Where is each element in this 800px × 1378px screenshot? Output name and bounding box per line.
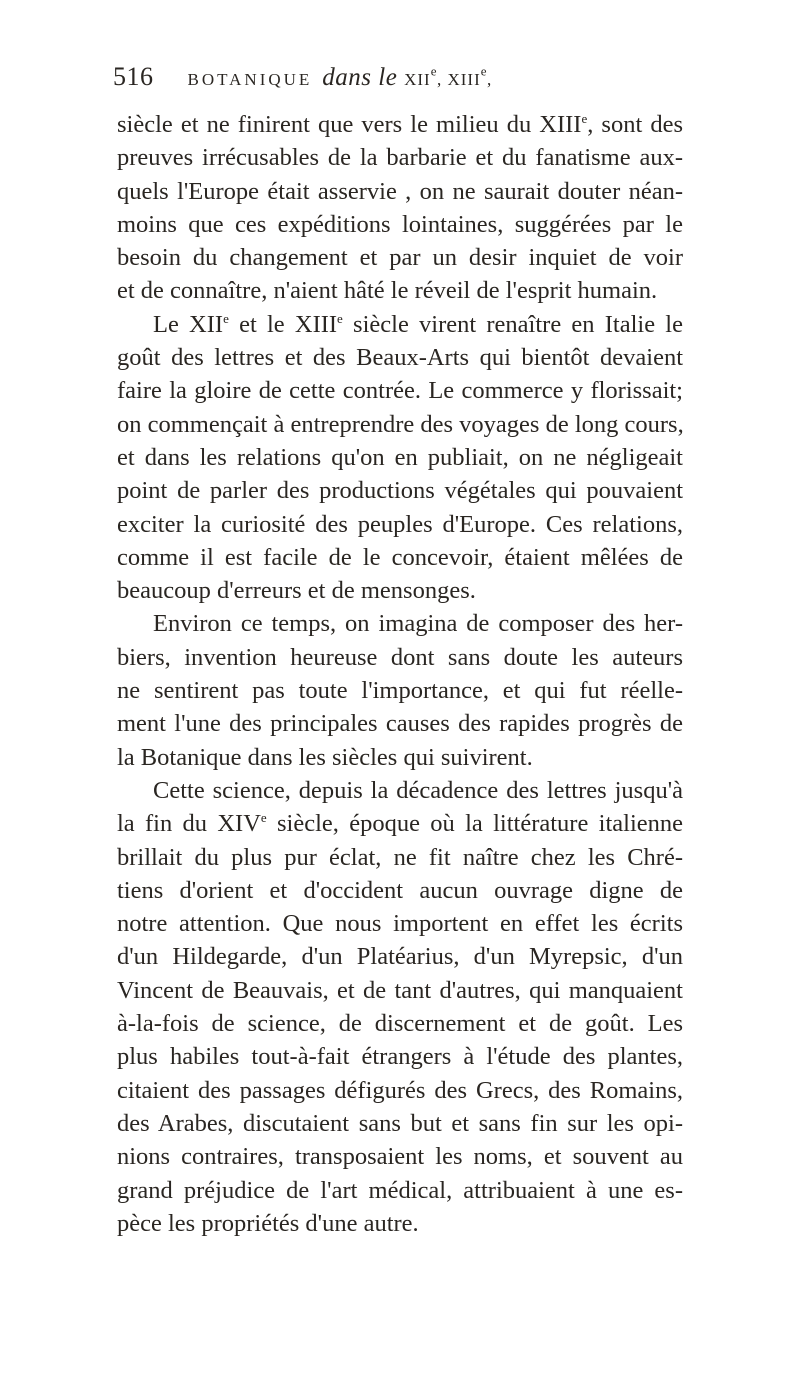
text-line-18: ne sentirent pas toute l'importance, et qui fut réelle- <box>117 677 683 705</box>
text-line-24: tiens d'orient et d'occident aucun ouvrage digne de <box>117 876 683 904</box>
running-head-trail: , <box>487 70 493 89</box>
text-line-16: Environ ce temps, on imagina de composer des her- <box>153 610 683 638</box>
text-line-1: siècle et ne finirent que vers le milieu du XIIIe, sont des <box>117 110 683 138</box>
text-line-29: plus habiles tout-à-fait étrangers à l'étude des plantes, <box>117 1043 683 1071</box>
running-head-section: BOTANIQUE <box>187 70 313 89</box>
body-text <box>117 108 683 1240</box>
running-head-century-2: XIII <box>447 70 481 89</box>
text-line-4: moins que ces expéditions lointaines, suggérées par le <box>117 210 683 238</box>
running-head-separator: , <box>436 70 448 89</box>
text-line-9: faire la gloire de cette contrée. Le commerce y florissait; <box>117 377 683 405</box>
text-line-30: citaient des passages défigurés des Grecs, des Romains, <box>117 1076 683 1104</box>
text-line-7: Le XIIe et le XIIIe siècle virent renaître en Italie le <box>153 310 683 338</box>
text-line-33: grand préjudice de l'art médical, attribuaient à une es- <box>117 1176 683 1204</box>
text-line-31: des Arabes, discutaient sans but et sans fin sur les opi- <box>117 1109 683 1137</box>
text-line-21: Cette science, depuis la décadence des lettres jusqu'à <box>153 776 683 804</box>
text-line-3: quels l'Europe était asservie , on ne saurait douter néan- <box>117 177 683 205</box>
text-line-20: la Botanique dans les siècles qui suivirent. <box>117 743 533 771</box>
text-line-26: d'un Hildegarde, d'un Platéarius, d'un Myrepsic, d'un <box>117 943 683 971</box>
text-line-14: comme il est facile de le concevoir, étaient mêlées de <box>117 543 683 571</box>
text-line-22: la fin du XIVe siècle, époque où la littérature italienne <box>117 810 683 838</box>
text-line-5: besoin du changement et par un desir inquiet de voir <box>117 244 683 272</box>
text-line-28: à-la-fois de science, de discernement et de goût. Les <box>117 1010 683 1038</box>
running-head-century-1: XII <box>404 70 431 89</box>
text-line-12: point de parler des productions végétales qui pouvaient <box>117 477 683 505</box>
running-head <box>113 62 683 102</box>
text-line-34: pèce les propriétés d'une autre. <box>117 1209 419 1237</box>
text-line-13: exciter la curiosité des peuples d'Europe. Ces relations, <box>117 510 683 538</box>
text-line-8: goût des lettres et des Beaux-Arts qui bientôt devaient <box>117 344 683 372</box>
running-head-italic: dans le <box>322 64 398 91</box>
text-line-6: et de connaître, n'aient hâté le réveil de l'esprit humain. <box>117 277 658 305</box>
running-head-sup-2: e <box>480 63 488 79</box>
text-line-23: brillait du plus pur éclat, ne fit naître chez les Chré- <box>117 843 683 871</box>
text-line-10: on commençait à entreprendre des voyages de long cours, <box>117 410 684 438</box>
text-line-2: preuves irrécusables de la barbarie et du fanatisme aux- <box>117 144 683 172</box>
text-line-32: nions contraires, transposaient les noms, et souvent au <box>117 1143 683 1171</box>
text-line-15: beaucoup d'erreurs et de mensonges. <box>117 577 476 605</box>
running-head-sup-1: e <box>430 63 437 79</box>
page-number: 516 <box>113 62 154 91</box>
text-line-27: Vincent de Beauvais, et de tant d'autres, qui manquaient <box>117 976 683 1004</box>
text-line-11: et dans les relations qu'on en publiait, on ne négligeait <box>117 443 683 471</box>
text-line-25: notre attention. Que nous importent en effet les écrits <box>117 910 683 938</box>
text-line-19: ment l'une des principales causes des rapides progrès de <box>117 710 683 738</box>
text-line-17: biers, invention heureuse dont sans doute les auteurs <box>117 643 683 671</box>
